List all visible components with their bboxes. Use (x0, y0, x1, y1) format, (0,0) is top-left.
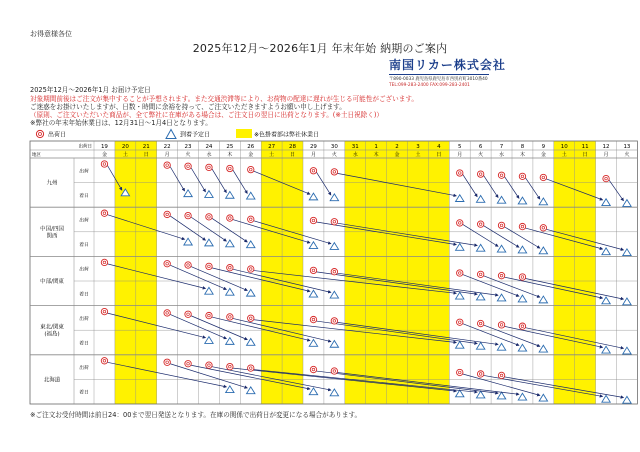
weekday-label: 水 (206, 152, 212, 159)
arrive-row-label: 着日 (79, 341, 89, 347)
arrive-row-label: 着日 (79, 193, 89, 199)
arrival-day-icon (602, 297, 610, 304)
weekday-label: 日 (436, 152, 442, 159)
delivery-arrow (505, 177, 519, 199)
arrival-day-icon (518, 295, 526, 302)
delivery-arrow (170, 167, 184, 191)
ship-day-icon (164, 310, 170, 316)
ship-day-icon (164, 211, 170, 217)
ship-day-icon (101, 161, 107, 167)
arrival-day-icon (247, 339, 255, 346)
arrival-day-icon (309, 290, 317, 297)
arrival-day-icon (330, 340, 338, 347)
region-name: 関西 (46, 233, 58, 240)
arrival-day-icon (309, 388, 317, 395)
ship-day-icon (185, 212, 191, 218)
holiday-column (554, 141, 575, 404)
arrival-day-icon (309, 193, 317, 200)
arrival-day-icon (518, 197, 526, 204)
arrival-day-icon (623, 200, 631, 207)
day-number: 5 (458, 143, 462, 150)
weekday-label: 火 (624, 152, 630, 159)
ship-day-icon (540, 174, 546, 180)
day-number: 20 (121, 143, 129, 150)
arrival-day-icon (623, 347, 631, 354)
arrival-day-icon (456, 195, 464, 202)
ship-day-icon (248, 216, 254, 222)
arrival-day-icon (539, 247, 547, 254)
day-number: 23 (184, 143, 192, 150)
day-number: 29 (309, 143, 317, 150)
delivery-arrow (525, 178, 539, 199)
day-number: 4 (437, 143, 441, 150)
ship-day-icon (185, 262, 191, 268)
arrival-day-icon (247, 192, 255, 199)
arrival-day-icon (309, 242, 317, 249)
region-name: 中部/関東 (40, 279, 64, 285)
notice-line-2: ご迷惑をお掛けいたしますが、日数・時間に余裕を持って、ご注文いただきますようお願い申し上げます。 (30, 103, 346, 111)
day-number: 19 (100, 143, 108, 150)
weekday-label: 火 (331, 152, 337, 159)
day-number: 2 (395, 143, 399, 150)
ship-row-label: 出荷 (79, 366, 89, 372)
delivery-arrow (316, 172, 330, 195)
ship-day-icon (498, 172, 504, 178)
arrival-day-icon (456, 341, 464, 348)
arrival-day-icon (602, 395, 610, 402)
ship-day-icon (248, 266, 254, 272)
ship-day-icon (206, 263, 212, 269)
arrival-day-icon (456, 292, 464, 299)
region-name: 東北/関東 (40, 324, 64, 331)
notice-line-4: ※弊社の年末年始休業日は、12月31日～1月4日となります。 (30, 119, 212, 127)
day-number: 6 (478, 143, 483, 150)
weekday-label: 木 (519, 152, 525, 159)
ship-day-icon (603, 175, 609, 181)
day-number: 25 (226, 143, 234, 150)
arrival-day-icon (205, 239, 213, 246)
arrival-day-icon (309, 339, 317, 346)
ship-day-icon (206, 362, 212, 368)
ship-day-icon (185, 163, 191, 169)
ship-row-label: 出荷 (79, 169, 89, 175)
ship-day-icon (101, 308, 107, 314)
ship-day-icon (310, 168, 316, 174)
ship-day-icon (227, 215, 233, 221)
weekday-label: 土 (415, 152, 421, 159)
region-name: 九州 (46, 180, 58, 187)
day-number: 22 (163, 143, 171, 150)
arrival-day-icon (205, 337, 213, 344)
day-number: 9 (541, 143, 546, 150)
arrival-day-icon (330, 389, 338, 396)
weekday-label: 木 (227, 152, 233, 159)
ship-day-icon (248, 365, 254, 371)
ship-day-icon (101, 259, 107, 265)
holiday-column (282, 141, 303, 404)
arrive-row-label: 着日 (79, 390, 89, 396)
page-title: 2025年12月～2026年1月 年末年始 納期のご案内 (192, 42, 448, 55)
arrival-day-icon (247, 289, 255, 296)
header-region-label: 地区 (32, 153, 41, 158)
ship-day-icon (248, 166, 254, 172)
day-number: 12 (602, 143, 610, 150)
arrival-day-icon (184, 190, 192, 197)
arrival-day-icon (226, 240, 234, 247)
weekday-label: 金 (540, 152, 546, 159)
ship-day-icon (477, 371, 483, 377)
day-number: 28 (289, 143, 297, 150)
weekday-label: 水 (352, 152, 358, 159)
arrival-day-icon (330, 291, 338, 298)
delivery-arrow (463, 324, 519, 346)
company-tel-fax: TEL:099-283-2400 FAX:099-283-2401 (389, 83, 470, 88)
weekday-label: 木 (373, 152, 379, 159)
day-number: 10 (560, 143, 568, 150)
holiday-column (345, 141, 366, 404)
arrive-row-label: 着日 (79, 243, 89, 249)
delivery-arrow (212, 218, 247, 242)
delivery-arrow (191, 217, 226, 241)
arrival-day-icon (205, 287, 213, 294)
ship-day-icon (498, 322, 504, 328)
day-number: 27 (268, 143, 276, 150)
ship-day-icon (519, 323, 525, 329)
arrival-day-icon (602, 199, 610, 206)
arrival-day-icon (205, 191, 213, 198)
arrival-day-icon (330, 194, 338, 201)
notice-line-1: 対象期間前後はご注文が集中することが予想されます。また交通渋滞等により、お荷物の配達に遅れが生じる可能性がございます。 (30, 95, 418, 103)
delivery-arrow (170, 314, 226, 338)
legend-arrive-label: 到着予定日 (180, 131, 211, 139)
delivery-arrow (463, 275, 519, 297)
arrival-day-icon (476, 244, 484, 251)
ship-day-icon (248, 315, 254, 321)
arrival-day-icon (497, 196, 505, 203)
delivery-arrow (233, 170, 247, 193)
ship-row-label: 出荷 (79, 267, 89, 273)
day-number: 8 (520, 143, 525, 150)
day-number: 30 (330, 143, 338, 150)
footer-note: ※ご注文お受付時間は前日24：00まで翌日発送となります。在庫の関係で出荷日が変更になる場合があります。 (30, 411, 362, 419)
ship-day-icon (331, 219, 337, 225)
ship-day-icon (185, 361, 191, 367)
arrival-day-icon (539, 296, 547, 303)
header-ship-day-label: 出荷日 (78, 144, 92, 150)
day-number: 7 (499, 143, 504, 150)
day-number: 26 (247, 143, 255, 150)
weekday-label: 土 (122, 152, 128, 159)
ship-row-label: 出荷 (79, 316, 89, 322)
delivery-arrow (463, 174, 477, 196)
ship-day-icon (310, 366, 316, 372)
ship-day-icon (227, 265, 233, 271)
arrival-day-icon (247, 387, 255, 394)
arrival-day-icon (623, 249, 631, 256)
ship-day-icon (101, 358, 107, 364)
ship-day-icon (477, 271, 483, 277)
weekday-label: 月 (603, 152, 609, 159)
ship-day-icon (519, 274, 525, 280)
arrival-day-icon (456, 244, 464, 251)
weekday-label: 日 (290, 152, 296, 159)
day-number: 21 (142, 143, 150, 150)
weekday-label: 火 (478, 152, 484, 159)
arrival-day-icon (539, 345, 547, 352)
arrival-day-icon (476, 293, 484, 300)
arrival-day-icon (518, 344, 526, 351)
ship-day-icon (331, 268, 337, 274)
arrival-day-icon (518, 246, 526, 253)
ship-day-icon (519, 223, 525, 229)
weekday-label: 日 (143, 152, 149, 159)
company-name: 南国リカー株式会社 (389, 58, 506, 72)
arrival-day-icon (184, 238, 192, 245)
schedule-heading: 2025年12月～2026年1月 お届け予定日 (30, 86, 151, 94)
weekday-label: 金 (101, 152, 107, 159)
ship-day-icon (164, 359, 170, 365)
ship-day-icon (498, 272, 504, 278)
ship-day-icon (457, 220, 463, 226)
delivery-arrow (212, 169, 226, 193)
weekday-label: 土 (269, 152, 275, 159)
arrival-day-icon (602, 248, 610, 255)
arrival-day-icon (226, 288, 234, 295)
ship-day-icon (164, 162, 170, 168)
holiday-column (387, 141, 408, 404)
ship-day-icon (540, 225, 546, 231)
ship-day-icon (227, 314, 233, 320)
ship-day-icon (164, 261, 170, 267)
weekday-label: 金 (394, 152, 400, 159)
arrival-day-icon (247, 241, 255, 248)
arrival-day-icon (539, 394, 547, 401)
addressee: お得意様各位 (30, 30, 72, 38)
ship-day-icon (331, 318, 337, 324)
weekday-label: 土 (561, 152, 567, 159)
weekday-label: 月 (164, 152, 170, 159)
arrival-day-icon (226, 191, 234, 198)
arrival-day-icon (476, 196, 484, 203)
arrival-day-icon (497, 245, 505, 252)
region-name: 中国/四国 (40, 226, 64, 233)
arrival-day-icon (497, 343, 505, 350)
delivery-arrow (170, 265, 226, 289)
ship-day-icon (519, 173, 525, 179)
legend-ship-label: 出荷日 (48, 131, 67, 139)
day-number: 31 (351, 143, 359, 150)
ship-day-icon (227, 363, 233, 369)
arrival-day-icon (497, 294, 505, 301)
company-address: 〒890-0033 鹿児島県鹿児島市西別府町3010番40 (389, 77, 488, 82)
holiday-column (428, 141, 449, 404)
ship-day-icon (206, 214, 212, 220)
ship-day-icon (498, 222, 504, 228)
weekday-label: 月 (457, 152, 463, 159)
ship-day-icon (457, 170, 463, 176)
arrival-day-icon (623, 396, 631, 403)
holiday-column (136, 141, 157, 404)
holiday-column (408, 141, 429, 404)
notice-line-3: （原則、ご注文いただいた商品が、全て弊社に在庫がある場合は、ご注文日の翌日に出荷となります。(※土日祝除く)） (30, 111, 384, 119)
arrival-day-icon (330, 243, 338, 250)
day-number: 1 (374, 143, 378, 150)
delivery-arrow (609, 180, 623, 201)
ship-day-icon (477, 171, 483, 177)
ship-day-icon (331, 169, 337, 175)
arrival-day-icon (226, 386, 234, 393)
holiday-column (575, 141, 596, 404)
weekday-label: 金 (248, 152, 254, 159)
weekday-label: 水 (499, 152, 505, 159)
day-number: 11 (581, 143, 589, 150)
weekday-label: 日 (582, 152, 588, 159)
day-number: 3 (416, 143, 420, 150)
region-name: (福島) (44, 331, 60, 338)
weekday-label: 火 (185, 152, 191, 159)
ship-day-icon (457, 319, 463, 325)
ship-day-icon (206, 164, 212, 170)
ship-day-icon (457, 270, 463, 276)
arrival-day-icon (602, 346, 610, 353)
arrival-day-icon (518, 393, 526, 400)
ship-day-icon (185, 311, 191, 317)
ship-day-icon (498, 372, 504, 378)
delivery-arrow (484, 176, 498, 198)
arrive-row-label: 着日 (79, 292, 89, 298)
arrival-day-icon (539, 198, 547, 205)
weekday-label: 月 (310, 152, 316, 159)
ship-day-icon (227, 165, 233, 171)
delivery-arrow (191, 168, 205, 192)
day-number: 24 (205, 143, 213, 150)
legend-holiday-label: ※色掛着部は弊社休業日 (254, 131, 320, 139)
ship-day-icon (206, 312, 212, 318)
day-number: 13 (623, 143, 631, 150)
region-name: 北海道 (43, 377, 61, 384)
arrival-day-icon (476, 391, 484, 398)
arrival-day-icon (476, 342, 484, 349)
ship-day-icon (477, 320, 483, 326)
arrival-day-icon (226, 338, 234, 345)
arrival-day-icon (497, 392, 505, 399)
arrival-day-icon (623, 298, 631, 305)
ship-day-icon (310, 217, 316, 223)
ship-day-icon (457, 369, 463, 375)
ship-row-label: 出荷 (79, 218, 89, 224)
ship-day-icon (477, 221, 483, 227)
ship-day-icon (101, 210, 107, 216)
ship-day-icon (310, 316, 316, 322)
ship-day-icon (331, 368, 337, 374)
ship-day-icon (310, 267, 316, 273)
